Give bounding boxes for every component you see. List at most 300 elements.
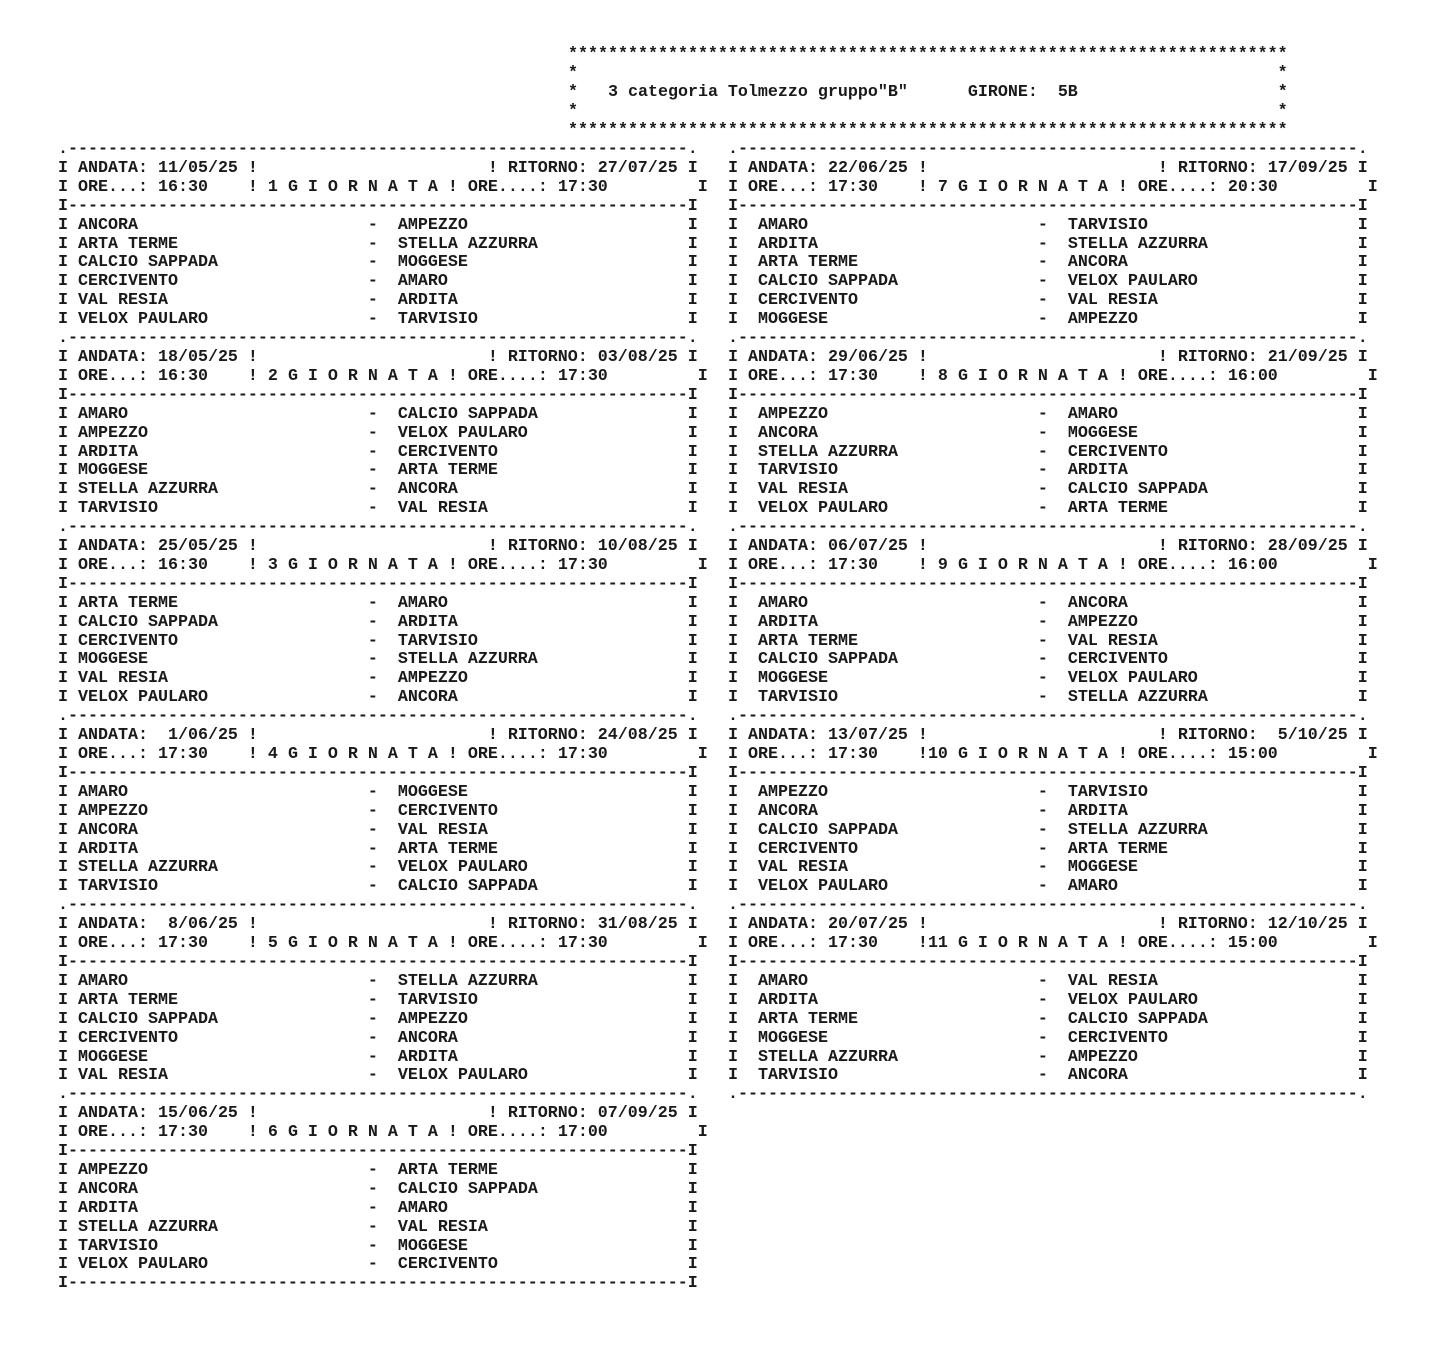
- home-team: MOGGESE: [78, 461, 148, 481]
- away-team: MOGGESE: [397, 1236, 468, 1256]
- home-team: STELLA AZZURRA: [78, 858, 218, 878]
- andata-date: 06/07/25: [827, 537, 908, 557]
- ritorno-time: 15:00: [1227, 745, 1278, 764]
- right-column: [728, 141, 1378, 1105]
- away-team: AMPEZZO: [397, 669, 468, 689]
- round-block: [728, 519, 1378, 708]
- home-team: MOGGESE: [758, 1028, 828, 1048]
- away-team: VELOX PAULARO: [1067, 990, 1198, 1010]
- giornata-number: 9: [927, 555, 948, 575]
- match-row: I TARVISIO - STELLA AZZURRA I: [728, 688, 1368, 708]
- away-team: AMPEZZO: [397, 215, 468, 235]
- andata-date: 29/06/25: [827, 347, 908, 367]
- ritorno-date: 03/08/25: [597, 347, 678, 367]
- round-separator: I--------------------------------------------------------------I: [58, 1142, 698, 1162]
- match-row: I MOGGESE - VELOX PAULARO I: [728, 669, 1368, 689]
- giornata-label: G I O R N A T A: [957, 555, 1108, 575]
- home-team: STELLA AZZURRA: [78, 1217, 218, 1237]
- away-team: VAL RESIA: [397, 820, 488, 840]
- away-team: CALCIO SAPPADA: [397, 404, 538, 424]
- round-block: [728, 897, 1378, 1086]
- giornata-label: G I O R N A T A: [957, 934, 1108, 954]
- giornata-number: 1: [257, 177, 278, 197]
- round-dates-line: I ANDATA: 15/06/25 ! ! RITORNO: 07/09/25 I: [58, 1104, 698, 1124]
- match-row: I MOGGESE - STELLA AZZURRA I: [58, 650, 698, 670]
- category-title: 3 categoria Tolmezzo gruppo"B": [607, 82, 908, 102]
- round-dates-line: I ANDATA: 06/07/25 ! ! RITORNO: 28/09/25 I: [728, 537, 1368, 557]
- away-team: CALCIO SAPPADA: [397, 877, 538, 897]
- away-team: ARDITA: [397, 612, 458, 632]
- round-dates-line: I ANDATA: 13/07/25 ! ! RITORNO: 5/10/25 I: [728, 726, 1368, 746]
- column-bottom-border: .--------------------------------------------------------------.: [728, 1085, 1368, 1105]
- giornata-label: G I O R N A T A: [287, 745, 438, 764]
- away-team: ANCORA: [397, 480, 458, 500]
- match-row: I VELOX PAULARO - CERCIVENTO I: [58, 1255, 698, 1275]
- match-row: I CERCIVENTO - AMARO I: [58, 272, 698, 292]
- andata-time: 17:30: [157, 1123, 208, 1143]
- home-team: TARVISIO: [78, 877, 158, 897]
- round-top-border: .--------------------------------------------------------------.: [728, 896, 1368, 916]
- round-top-border: .--------------------------------------------------------------.: [58, 896, 698, 916]
- header-border: ************************************************************************: [568, 120, 1288, 140]
- giornata-label: G I O R N A T A: [957, 745, 1108, 764]
- round-block: [58, 708, 708, 897]
- home-team: CALCIO SAPPADA: [758, 650, 898, 670]
- home-team: CERCIVENTO: [758, 291, 858, 311]
- home-team: CALCIO SAPPADA: [758, 272, 898, 292]
- home-team: CERCIVENTO: [78, 631, 178, 651]
- schedule-header: [568, 46, 1288, 141]
- away-team: CERCIVENTO: [1067, 650, 1168, 670]
- home-team: ARTA TERME: [758, 253, 858, 273]
- ritorno-time: 15:00: [1227, 934, 1278, 954]
- round-dates-line: I ANDATA: 29/06/25 ! ! RITORNO: 21/09/25 I: [728, 347, 1368, 367]
- match-row: I VAL RESIA - MOGGESE I: [728, 858, 1368, 878]
- match-row: I ARTA TERME - VAL RESIA I: [728, 631, 1368, 651]
- home-team: CERCIVENTO: [758, 839, 858, 859]
- round-separator: I--------------------------------------------------------------I: [58, 574, 698, 594]
- round-block: [58, 330, 708, 519]
- round-top-border: .--------------------------------------------------------------.: [58, 1085, 698, 1105]
- round-separator: I--------------------------------------------------------------I: [728, 763, 1368, 783]
- home-team: AMARO: [758, 593, 808, 613]
- home-team: MOGGESE: [78, 1047, 148, 1067]
- home-team: VELOX PAULARO: [78, 688, 208, 708]
- match-row: I AMARO - STELLA AZZURRA I: [58, 971, 698, 991]
- match-row: I ANCORA - AMPEZZO I: [58, 215, 698, 235]
- match-row: I CERCIVENTO - TARVISIO I: [58, 631, 698, 651]
- round-top-border: .--------------------------------------------------------------.: [58, 140, 698, 159]
- ritorno-date: 21/09/25: [1267, 347, 1348, 367]
- away-team: MOGGESE: [1067, 423, 1138, 443]
- home-team: ARDITA: [78, 1198, 138, 1218]
- giornata-label: G I O R N A T A: [287, 555, 438, 575]
- away-team: AMARO: [397, 272, 448, 292]
- away-team: CERCIVENTO: [1067, 1028, 1168, 1048]
- giornata-number: 2: [257, 366, 278, 386]
- home-team: VAL RESIA: [78, 669, 168, 689]
- round-separator: I--------------------------------------------------------------I: [728, 196, 1368, 216]
- away-team: ARTA TERME: [397, 461, 498, 481]
- match-row: I MOGGESE - AMPEZZO I: [728, 310, 1368, 330]
- round-block: [58, 519, 708, 708]
- giornata-number: 8: [927, 366, 948, 386]
- round-block: [728, 330, 1378, 519]
- match-row: I STELLA AZZURRA - AMPEZZO I: [728, 1047, 1368, 1067]
- header-border: * *: [568, 101, 1288, 121]
- round-times-line: I ORE...: 17:30 !10 G I O R N A T A ! ORE....: 15:00 I: [728, 745, 1378, 764]
- away-team: AMPEZZO: [1067, 612, 1138, 632]
- round-top-border: .--------------------------------------------------------------.: [58, 329, 698, 349]
- away-team: VELOX PAULARO: [397, 858, 528, 878]
- home-team: AMPEZZO: [78, 801, 148, 821]
- match-row: I AMARO - TARVISIO I: [728, 215, 1368, 235]
- match-row: I TARVISIO - ANCORA I: [728, 1066, 1368, 1086]
- ritorno-time: 20:30: [1227, 177, 1278, 197]
- home-team: AMPEZZO: [758, 782, 828, 802]
- giornata-number: 4: [257, 745, 278, 764]
- home-team: CALCIO SAPPADA: [758, 820, 898, 840]
- match-row: I CALCIO SAPPADA - ARDITA I: [58, 612, 698, 632]
- andata-time: 16:30: [157, 366, 208, 386]
- home-team: STELLA AZZURRA: [78, 480, 218, 500]
- round-dates-line: I ANDATA: 11/05/25 ! ! RITORNO: 27/07/25 I: [58, 158, 698, 178]
- home-team: ANCORA: [758, 423, 818, 443]
- away-team: VELOX PAULARO: [397, 1066, 528, 1086]
- home-team: VAL RESIA: [78, 291, 168, 311]
- away-team: ARDITA: [397, 1047, 458, 1067]
- match-row: I AMARO - MOGGESE I: [58, 782, 698, 802]
- andata-date: 11/05/25: [157, 158, 238, 178]
- header-border: ************************************************************************: [568, 45, 1288, 64]
- match-row: I TARVISIO - ARDITA I: [728, 461, 1368, 481]
- home-team: VELOX PAULARO: [78, 1255, 208, 1275]
- home-team: STELLA AZZURRA: [758, 1047, 898, 1067]
- away-team: STELLA AZZURRA: [1067, 820, 1208, 840]
- ritorno-time: 17:30: [557, 745, 608, 764]
- away-team: ARTA TERME: [1067, 839, 1168, 859]
- match-row: I AMARO - ANCORA I: [728, 593, 1368, 613]
- andata-date: 1/06/25: [157, 726, 238, 746]
- round-separator: I--------------------------------------------------------------I: [58, 952, 698, 972]
- home-team: ANCORA: [78, 1179, 138, 1199]
- home-team: CALCIO SAPPADA: [78, 1009, 218, 1029]
- round-top-border: .--------------------------------------------------------------.: [58, 518, 698, 538]
- match-row: I CERCIVENTO - ANCORA I: [58, 1028, 698, 1048]
- round-dates-line: I ANDATA: 8/06/25 ! ! RITORNO: 31/08/25 I: [58, 915, 698, 935]
- match-row: I STELLA AZZURRA - VELOX PAULARO I: [58, 858, 698, 878]
- round-times-line: I ORE...: 17:30 ! 8 G I O R N A T A ! ORE....: 16:00 I: [728, 366, 1378, 386]
- round-top-border: .--------------------------------------------------------------.: [728, 518, 1368, 538]
- match-row: I ARDITA - ARTA TERME I: [58, 839, 698, 859]
- round-separator: I--------------------------------------------------------------I: [58, 196, 698, 216]
- away-team: VAL RESIA: [397, 1217, 488, 1237]
- round-block: [58, 897, 708, 1086]
- home-team: ARDITA: [78, 839, 138, 859]
- round-separator: I--------------------------------------------------------------I: [728, 385, 1368, 405]
- giornata-number: 7: [927, 177, 948, 197]
- round-top-border: .--------------------------------------------------------------.: [728, 329, 1368, 349]
- home-team: TARVISIO: [758, 1066, 838, 1086]
- match-row: I TARVISIO - CALCIO SAPPADA I: [58, 877, 698, 897]
- match-row: I VELOX PAULARO - ANCORA I: [58, 688, 698, 708]
- giornata-label: G I O R N A T A: [287, 177, 438, 197]
- home-team: ANCORA: [758, 801, 818, 821]
- home-team: ARDITA: [758, 612, 818, 632]
- match-row: I CALCIO SAPPADA - CERCIVENTO I: [728, 650, 1368, 670]
- andata-date: 18/05/25: [157, 347, 238, 367]
- round-times-line: I ORE...: 16:30 ! 1 G I O R N A T A ! ORE....: 17:30 I: [58, 177, 708, 197]
- away-team: VAL RESIA: [1067, 291, 1158, 311]
- giornata-number: 10: [927, 745, 948, 764]
- andata-time: 17:30: [827, 745, 878, 764]
- round-times-line: I ORE...: 17:30 ! 4 G I O R N A T A ! ORE....: 17:30 I: [58, 745, 708, 764]
- away-team: AMARO: [397, 1198, 448, 1218]
- away-team: AMPEZZO: [1067, 310, 1138, 330]
- away-team: VELOX PAULARO: [1067, 272, 1198, 292]
- home-team: VAL RESIA: [758, 858, 848, 878]
- match-row: I ANCORA - MOGGESE I: [728, 423, 1368, 443]
- away-team: TARVISIO: [397, 990, 478, 1010]
- round-top-border: .--------------------------------------------------------------.: [728, 140, 1368, 159]
- away-team: STELLA AZZURRA: [397, 650, 538, 670]
- match-row: I ARDITA - AMARO I: [58, 1198, 698, 1218]
- away-team: VELOX PAULARO: [1067, 669, 1198, 689]
- andata-date: 22/06/25: [827, 158, 908, 178]
- away-team: CALCIO SAPPADA: [397, 1179, 538, 1199]
- home-team: TARVISIO: [78, 499, 158, 519]
- round-block: [58, 1086, 708, 1275]
- match-row: I VAL RESIA - AMPEZZO I: [58, 669, 698, 689]
- away-team: CERCIVENTO: [397, 801, 498, 821]
- match-row: I ANCORA - CALCIO SAPPADA I: [58, 1179, 698, 1199]
- home-team: ANCORA: [78, 820, 138, 840]
- ritorno-date: 24/08/25: [597, 726, 678, 746]
- header-title-line: * 3 categoria Tolmezzo gruppo"B" GIRONE: 5B *: [568, 82, 1288, 102]
- home-team: ARTA TERME: [758, 631, 858, 651]
- round-block: [728, 141, 1378, 330]
- match-row: I CALCIO SAPPADA - VELOX PAULARO I: [728, 272, 1368, 292]
- home-team: TARVISIO: [758, 461, 838, 481]
- home-team: ARDITA: [758, 990, 818, 1010]
- home-team: ANCORA: [78, 215, 138, 235]
- away-team: ANCORA: [1067, 1066, 1128, 1086]
- column-bottom-border: I--------------------------------------------------------------I: [58, 1274, 698, 1294]
- away-team: VAL RESIA: [397, 499, 488, 519]
- match-row: I MOGGESE - ARDITA I: [58, 1047, 698, 1067]
- match-row: I AMPEZZO - TARVISIO I: [728, 782, 1368, 802]
- away-team: ARTA TERME: [397, 1160, 498, 1180]
- home-team: ARDITA: [758, 234, 818, 254]
- match-row: I AMARO - CALCIO SAPPADA I: [58, 404, 698, 424]
- match-row: I ARTA TERME - CALCIO SAPPADA I: [728, 1009, 1368, 1029]
- match-row: I AMPEZZO - VELOX PAULARO I: [58, 423, 698, 443]
- round-times-line: I ORE...: 16:30 ! 2 G I O R N A T A ! ORE....: 17:30 I: [58, 366, 708, 386]
- giornata-number: 3: [257, 555, 278, 575]
- ritorno-time: 17:30: [557, 555, 608, 575]
- home-team: AMARO: [78, 971, 128, 991]
- home-team: AMPEZZO: [78, 423, 148, 443]
- home-team: CERCIVENTO: [78, 1028, 178, 1048]
- andata-time: 17:30: [827, 366, 878, 386]
- away-team: STELLA AZZURRA: [1067, 234, 1208, 254]
- round-separator: I--------------------------------------------------------------I: [58, 763, 698, 783]
- away-team: STELLA AZZURRA: [397, 234, 538, 254]
- round-block: [58, 141, 708, 330]
- away-team: ANCORA: [1067, 253, 1128, 273]
- round-times-line: I ORE...: 17:30 ! 6 G I O R N A T A ! ORE....: 17:00 I: [58, 1123, 708, 1143]
- home-team: VAL RESIA: [78, 1066, 168, 1086]
- home-team: CERCIVENTO: [78, 272, 178, 292]
- home-team: ARTA TERME: [78, 593, 178, 613]
- ritorno-date: 10/08/25: [597, 537, 678, 557]
- round-times-line: I ORE...: 17:30 ! 9 G I O R N A T A ! ORE....: 16:00 I: [728, 555, 1378, 575]
- round-dates-line: I ANDATA: 25/05/25 ! ! RITORNO: 10/08/25 I: [58, 537, 698, 557]
- giornata-label: G I O R N A T A: [957, 366, 1108, 386]
- away-team: ARDITA: [397, 291, 458, 311]
- giornata-label: G I O R N A T A: [287, 1123, 438, 1143]
- match-row: I VELOX PAULARO - AMARO I: [728, 877, 1368, 897]
- match-row: I VELOX PAULARO - TARVISIO I: [58, 310, 698, 330]
- ritorno-date: 12/10/25: [1267, 915, 1348, 935]
- away-team: ARDITA: [1067, 461, 1128, 481]
- andata-time: 17:30: [827, 555, 878, 575]
- away-team: TARVISIO: [1067, 215, 1148, 235]
- match-row: I STELLA AZZURRA - ANCORA I: [58, 480, 698, 500]
- away-team: CALCIO SAPPADA: [1067, 480, 1208, 500]
- match-row: I ANCORA - VAL RESIA I: [58, 820, 698, 840]
- match-row: I ARDITA - VELOX PAULARO I: [728, 990, 1368, 1010]
- giornata-label: G I O R N A T A: [957, 177, 1108, 197]
- ritorno-date: 07/09/25: [597, 1104, 678, 1124]
- match-row: I AMPEZZO - ARTA TERME I: [58, 1160, 698, 1180]
- match-row: I VELOX PAULARO - ARTA TERME I: [728, 499, 1368, 519]
- header-border: * *: [568, 63, 1288, 83]
- match-row: I AMPEZZO - CERCIVENTO I: [58, 801, 698, 821]
- ritorno-time: 17:30: [557, 177, 608, 197]
- match-row: I ARDITA - CERCIVENTO I: [58, 442, 698, 462]
- away-team: AMPEZZO: [1067, 1047, 1138, 1067]
- match-row: I CERCIVENTO - ARTA TERME I: [728, 839, 1368, 859]
- andata-time: 16:30: [157, 555, 208, 575]
- away-team: MOGGESE: [397, 782, 468, 802]
- match-row: I TARVISIO - VAL RESIA I: [58, 499, 698, 519]
- round-separator: I--------------------------------------------------------------I: [58, 385, 698, 405]
- match-row: I ANCORA - ARDITA I: [728, 801, 1368, 821]
- round-block: [728, 708, 1378, 897]
- match-row: I VAL RESIA - CALCIO SAPPADA I: [728, 480, 1368, 500]
- away-team: MOGGESE: [1067, 858, 1138, 878]
- home-team: AMARO: [758, 971, 808, 991]
- andata-time: 16:30: [157, 177, 208, 197]
- away-team: STELLA AZZURRA: [1067, 688, 1208, 708]
- giornata-number: 5: [257, 934, 278, 954]
- round-times-line: I ORE...: 17:30 !11 G I O R N A T A ! ORE....: 15:00 I: [728, 934, 1378, 954]
- ritorno-time: 17:00: [557, 1123, 608, 1143]
- away-team: AMARO: [397, 593, 448, 613]
- round-dates-line: I ANDATA: 20/07/25 ! ! RITORNO: 12/10/25 I: [728, 915, 1368, 935]
- ritorno-time: 17:30: [557, 934, 608, 954]
- away-team: VELOX PAULARO: [397, 423, 528, 443]
- away-team: CALCIO SAPPADA: [1067, 1009, 1208, 1029]
- match-row: I VAL RESIA - VELOX PAULARO I: [58, 1066, 698, 1086]
- home-team: AMARO: [78, 782, 128, 802]
- round-top-border: .--------------------------------------------------------------.: [58, 707, 698, 727]
- match-row: I CERCIVENTO - VAL RESIA I: [728, 291, 1368, 311]
- andata-time: 17:30: [157, 934, 208, 954]
- round-separator: I--------------------------------------------------------------I: [728, 574, 1368, 594]
- andata-date: 25/05/25: [157, 537, 238, 557]
- home-team: AMARO: [78, 404, 128, 424]
- girone-value: 5B: [1057, 82, 1078, 102]
- match-row: I ARTA TERME - STELLA AZZURRA I: [58, 234, 698, 254]
- ritorno-time: 16:00: [1227, 366, 1278, 386]
- home-team: VAL RESIA: [758, 480, 848, 500]
- match-row: I ARTA TERME - TARVISIO I: [58, 990, 698, 1010]
- home-team: CALCIO SAPPADA: [78, 253, 218, 273]
- home-team: AMPEZZO: [78, 1160, 148, 1180]
- home-team: TARVISIO: [758, 688, 838, 708]
- round-separator: I--------------------------------------------------------------I: [728, 952, 1368, 972]
- away-team: CERCIVENTO: [1067, 442, 1168, 462]
- match-row: I MOGGESE - ARTA TERME I: [58, 461, 698, 481]
- home-team: CALCIO SAPPADA: [78, 612, 218, 632]
- away-team: VAL RESIA: [1067, 631, 1158, 651]
- andata-date: 8/06/25: [157, 915, 238, 935]
- away-team: ARTA TERME: [397, 839, 498, 859]
- round-top-border: .--------------------------------------------------------------.: [728, 707, 1368, 727]
- match-row: I CALCIO SAPPADA - AMPEZZO I: [58, 1009, 698, 1029]
- match-row: I STELLA AZZURRA - CERCIVENTO I: [728, 442, 1368, 462]
- home-team: VELOX PAULARO: [758, 877, 888, 897]
- ritorno-date: 17/09/25: [1267, 158, 1348, 178]
- round-dates-line: I ANDATA: 1/06/25 ! ! RITORNO: 24/08/25 I: [58, 726, 698, 746]
- home-team: ARTA TERME: [78, 990, 178, 1010]
- home-team: ARTA TERME: [78, 234, 178, 254]
- away-team: VAL RESIA: [1067, 971, 1158, 991]
- ritorno-date: 27/07/25: [597, 158, 678, 178]
- andata-time: 17:30: [827, 934, 878, 954]
- away-team: TARVISIO: [397, 631, 478, 651]
- match-row: I MOGGESE - CERCIVENTO I: [728, 1028, 1368, 1048]
- away-team: ANCORA: [1067, 593, 1128, 613]
- away-team: AMARO: [1067, 404, 1118, 424]
- andata-time: 17:30: [157, 745, 208, 764]
- away-team: ARTA TERME: [1067, 499, 1168, 519]
- round-dates-line: I ANDATA: 22/06/25 ! ! RITORNO: 17/09/25 I: [728, 158, 1368, 178]
- away-team: CERCIVENTO: [397, 442, 498, 462]
- ritorno-date: 5/10/25: [1267, 726, 1348, 746]
- match-row: I ARDITA - STELLA AZZURRA I: [728, 234, 1368, 254]
- home-team: MOGGESE: [758, 669, 828, 689]
- away-team: ANCORA: [397, 688, 458, 708]
- andata-date: 13/07/25: [827, 726, 908, 746]
- away-team: TARVISIO: [1067, 782, 1148, 802]
- home-team: MOGGESE: [78, 650, 148, 670]
- match-row: I TARVISIO - MOGGESE I: [58, 1236, 698, 1256]
- ritorno-time: 16:00: [1227, 555, 1278, 575]
- match-row: I ARTA TERME - ANCORA I: [728, 253, 1368, 273]
- giornata-number: 6: [257, 1123, 278, 1143]
- away-team: AMPEZZO: [397, 1009, 468, 1029]
- round-times-line: I ORE...: 17:30 ! 5 G I O R N A T A ! ORE....: 17:30 I: [58, 934, 708, 954]
- home-team: VELOX PAULARO: [758, 499, 888, 519]
- left-column: [58, 141, 708, 1294]
- away-team: ARDITA: [1067, 801, 1128, 821]
- ritorno-date: 28/09/25: [1267, 537, 1348, 557]
- home-team: TARVISIO: [78, 1236, 158, 1256]
- home-team: AMPEZZO: [758, 404, 828, 424]
